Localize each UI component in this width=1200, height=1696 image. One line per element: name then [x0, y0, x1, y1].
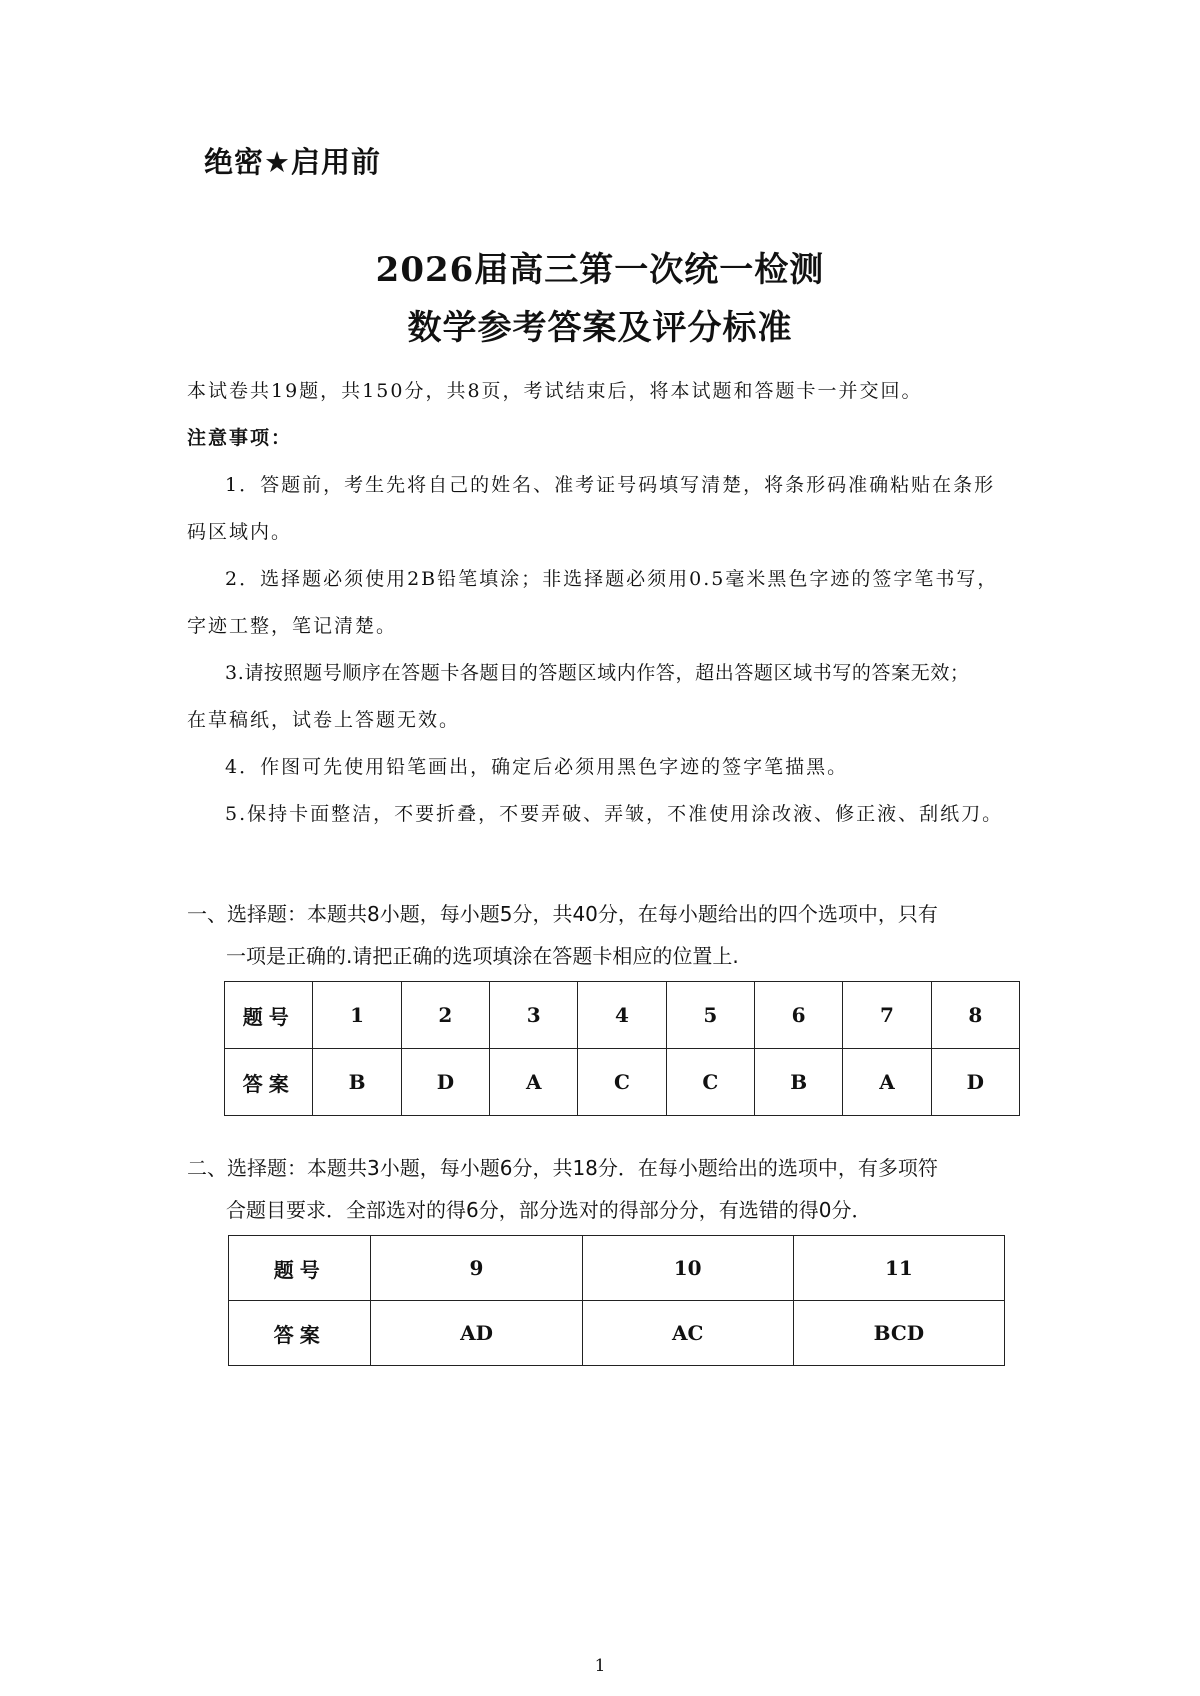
- table-header-cell: 题号: [225, 982, 313, 1049]
- table-header-cell: 题号: [229, 1236, 371, 1301]
- notes-heading: 注意事项：: [187, 427, 293, 449]
- intro-text: 本试卷共19题，共150分，共8页，考试结束后，将本试题和答题卡一并交回。: [187, 380, 923, 402]
- question-number-cell: 4: [578, 982, 666, 1049]
- answer-cell: C: [578, 1049, 666, 1116]
- note-line: 在草稿纸，试卷上答题无效。: [187, 709, 461, 731]
- question-number-cell: 3: [490, 982, 578, 1049]
- question-number-cell: 10: [582, 1236, 793, 1301]
- answer-cell: C: [666, 1049, 754, 1116]
- note-line: 4．作图可先使用铅笔画出，确定后必须用黑色字迹的签字笔描黑。: [225, 756, 849, 778]
- answer-cell: D: [401, 1049, 489, 1116]
- answer-cell: AD: [371, 1301, 582, 1366]
- exam-title: 2026届高三第一次统一检测: [375, 250, 825, 290]
- note-line: 字迹工整，笔记清楚。: [187, 615, 398, 637]
- answer-cell: B: [754, 1049, 842, 1116]
- question-number-cell: 11: [793, 1236, 1004, 1301]
- table-row: [225, 1049, 1020, 1116]
- note-line: 3.请按照题号顺序在答题卡各题目的答题区域内作答，超出答题区域书写的答案无效；: [225, 662, 970, 684]
- section1-instruction: 一项是正确的.请把正确的选项填涂在答题卡相应的位置上.: [226, 944, 739, 968]
- question-number-cell: 8: [931, 982, 1019, 1049]
- answer-cell: A: [490, 1049, 578, 1116]
- note-line: 2．选择题必须使用2B铅笔填涂；非选择题必须用0.5毫米黑色字迹的签字笔书写，: [225, 568, 999, 590]
- question-number-cell: 7: [843, 982, 931, 1049]
- question-number-cell: 9: [371, 1236, 582, 1301]
- single-choice-answer-table: [224, 981, 1020, 1116]
- question-number-cell: 1: [313, 982, 401, 1049]
- question-number-cell: 6: [754, 982, 842, 1049]
- page-number: 1: [594, 1656, 606, 1676]
- table-row: [229, 1301, 1005, 1366]
- answer-cell: D: [931, 1049, 1019, 1116]
- confidential-mark: 绝密★启用前: [204, 145, 381, 179]
- question-number-cell: 2: [401, 982, 489, 1049]
- question-number-cell: 5: [666, 982, 754, 1049]
- note-line: 码区域内。: [187, 521, 293, 543]
- section1-instruction: 一、选择题：本题共8小题，每小题5分，共40分，在每小题给出的四个选项中，只有: [187, 902, 938, 926]
- document-subtitle: 数学参考答案及评分标准: [407, 308, 793, 348]
- section2-instruction: 合题目要求．全部选对的得6分，部分选对的得部分分，有选错的得0分．: [226, 1198, 872, 1222]
- section2-instruction: 二、选择题：本题共3小题，每小题6分，共18分．在每小题给出的选项中，有多项符: [187, 1156, 938, 1180]
- table-row: [229, 1236, 1005, 1301]
- answer-cell: B: [313, 1049, 401, 1116]
- note-line: 1．答题前，考生先将自己的姓名、准考证号码填写清楚，将条形码准确粘贴在条形: [225, 474, 996, 496]
- answer-cell: BCD: [793, 1301, 1004, 1366]
- table-row: [225, 982, 1020, 1049]
- note-line: 5.保持卡面整洁，不要折叠，不要弄破、弄皱，不准使用涂改液、修正液、刮纸刀。: [225, 803, 1004, 825]
- table-header-cell: 答案: [225, 1049, 313, 1116]
- table-header-cell: 答案: [229, 1301, 371, 1366]
- answer-cell: A: [843, 1049, 931, 1116]
- multi-choice-answer-table: [228, 1235, 1005, 1366]
- answer-cell: AC: [582, 1301, 793, 1366]
